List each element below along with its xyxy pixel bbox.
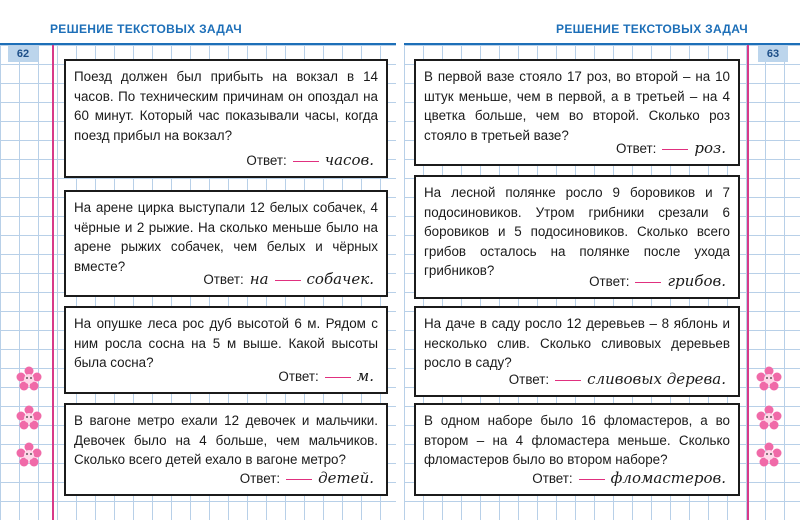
answer-line xyxy=(509,370,726,388)
answer-label: Ответ: xyxy=(278,369,319,384)
handwritten-answer: роз. xyxy=(694,139,726,157)
flower-icon xyxy=(756,442,782,468)
handwritten-answer: грибов. xyxy=(667,272,726,290)
task-card xyxy=(64,306,388,394)
handwritten-answer: собачек. xyxy=(306,270,374,288)
answer-blank xyxy=(555,380,581,381)
right-margin-line xyxy=(747,45,749,520)
task-card xyxy=(64,190,388,297)
task-card xyxy=(414,175,740,299)
answer-line xyxy=(589,272,726,290)
answer-line xyxy=(532,469,726,487)
answer-label: Ответ: xyxy=(239,471,281,486)
right-page-header xyxy=(400,0,800,44)
answer-blank xyxy=(635,282,661,283)
answer-line xyxy=(616,139,726,157)
right-page-number: 63 xyxy=(758,46,788,62)
answer-label: Ответ: xyxy=(508,372,550,387)
right-section-title: РЕШЕНИЕ ТЕКСТОВЫХ ЗАДАЧ xyxy=(556,22,748,36)
task-question: В вагоне метро ехали 12 девочек и мальчики. Девочек было на 4 больше, чем мальчиков. Сколько всего детей ехало в вагоне метро? xyxy=(74,413,378,467)
handwritten-answer: сливовых дерева. xyxy=(587,370,726,388)
task-question: На даче в саду росло 12 деревьев – 8 яблонь и несколько слив. Сколько сливовых деревьев росло в саду? xyxy=(424,316,730,370)
task-question: Поезд должен был прибыть на вокзал в 14 часов. По техническим причинам он опоздал на 60 минут. Который час показывали часы, когда поезд прибыл на вокзал? xyxy=(74,69,378,143)
handwritten-answer: фломастеров. xyxy=(610,469,726,487)
book-spine xyxy=(396,45,404,520)
task-question: В одном наборе было 16 фломастеров, а во втором – на 4 фломастера меньше. Сколько фломастеров было во втором наборе? xyxy=(424,413,730,467)
answer-line xyxy=(240,469,374,487)
flower-icon xyxy=(16,405,42,431)
task-question: На лесной полянке росло 9 боровиков и 7 подосиновиков. Утром грибники срезали 6 боровиков и 5 подосиновиков. Сколько всего грибов осталось на полянке после ухода грибников? xyxy=(424,185,730,278)
flower-icon xyxy=(756,366,782,392)
answer-blank xyxy=(325,377,351,378)
answer-label: Ответ: xyxy=(532,471,573,486)
answer-label: Ответ: xyxy=(616,141,657,156)
answer-line xyxy=(246,151,374,169)
handwritten-answer: м. xyxy=(356,367,374,385)
answer-label: Ответ: xyxy=(203,272,244,287)
answer-label: Ответ: xyxy=(589,274,630,289)
handwritten-answer: часов. xyxy=(324,151,374,169)
task-card xyxy=(414,59,740,166)
task-card xyxy=(64,59,388,178)
answer-line xyxy=(203,270,374,288)
left-section-title: РЕШЕНИЕ ТЕКСТОВЫХ ЗАДАЧ xyxy=(50,22,242,36)
handwritten-answer: детей. xyxy=(318,469,374,487)
task-question: На опушке леса рос дуб высотой 6 м. Рядом с ним росла сосна на 5 м выше. Какой высоты была сосна? xyxy=(74,316,378,370)
answer-blank xyxy=(662,149,688,150)
answer-line xyxy=(278,367,374,385)
task-question: В первой вазе стояло 17 роз, во второй – на 10 штук меньше, чем в первой, а в третьей – на 4 цветка больше, чем во второй. Сколько роз стояло в третьей вазе? xyxy=(424,69,730,143)
task-card xyxy=(64,403,388,496)
flower-icon xyxy=(16,366,42,392)
answer-blank xyxy=(579,479,605,480)
flower-icon xyxy=(756,405,782,431)
task-question: На арене цирка выступали 12 белых собачек, 4 чёрные и 2 рыжие. На сколько меньше было на арене рыжих собачек, чем белых и чёрных вместе? xyxy=(74,200,378,274)
left-page-number: 62 xyxy=(8,46,38,62)
handwritten-prefix: на xyxy=(249,270,269,288)
answer-label: Ответ: xyxy=(246,153,287,168)
flower-icon xyxy=(16,442,42,468)
left-margin-line xyxy=(52,45,54,520)
answer-blank xyxy=(275,280,301,281)
task-card xyxy=(414,403,740,496)
left-page-header xyxy=(0,0,400,44)
task-card xyxy=(414,306,740,397)
answer-blank xyxy=(286,479,312,480)
answer-blank xyxy=(293,161,319,162)
